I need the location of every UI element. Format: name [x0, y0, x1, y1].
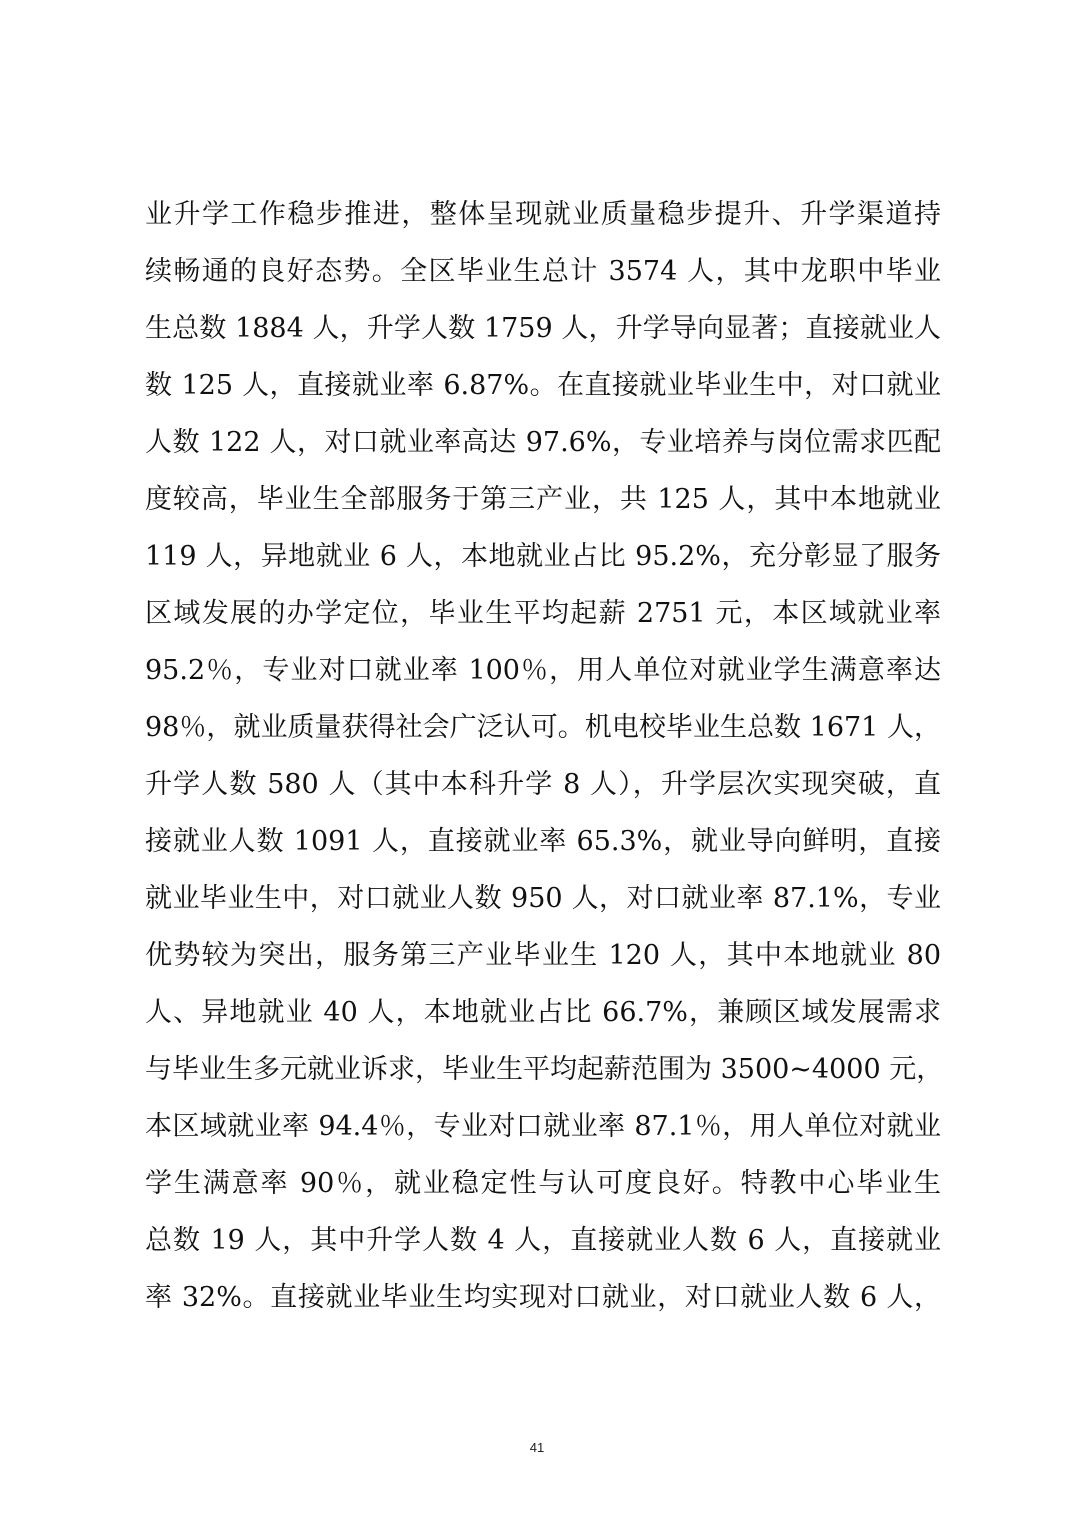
text-line: 与毕业生多元就业诉求，毕业生平均起薪范围为 3500~4000 元，	[145, 1054, 944, 1085]
body-paragraph	[145, 186, 944, 1326]
text-line: 升学人数 580 人（其中本科升学 8 人），升学层次实现突破，直	[145, 769, 941, 800]
text-line: 业升学工作稳步推进，整体呈现就业质量稳步提升、升学渠道持	[145, 199, 941, 230]
text-line: 优势较为突出，服务第三产业毕业生 120 人，其中本地就业 80	[145, 940, 941, 971]
text-line: 续畅通的良好态势。全区毕业生总计 3574 人，其中龙职中毕业	[145, 256, 941, 287]
text-line: 总数 19 人，其中升学人数 4 人，直接就业人数 6 人，直接就业	[145, 1225, 941, 1256]
text-line: 生总数 1884 人，升学人数 1759 人，升学导向显著；直接就业人	[145, 313, 941, 344]
text-line: 接就业人数 1091 人，直接就业率 65.3%，就业导向鲜明，直接	[145, 826, 941, 857]
text-line: 本区域就业率 94.4％，专业对口就业率 87.1％，用人单位对就业	[145, 1111, 941, 1142]
text-line: 人数 122 人，对口就业率高达 97.6%，专业培养与岗位需求匹配	[145, 427, 941, 458]
text-line: 率 32%。直接就业毕业生均实现对口就业，对口就业人数 6 人，	[145, 1282, 941, 1313]
text-line: 119 人，异地就业 6 人，本地就业占比 95.2%，充分彰显了服务	[145, 541, 941, 572]
page-number: 41	[529, 1440, 545, 1455]
text-line: 度较高，毕业生全部服务于第三产业，共 125 人，其中本地就业	[145, 484, 941, 515]
text-line: 区域发展的办学定位，毕业生平均起薪 2751 元，本区域就业率	[145, 598, 941, 629]
text-line: 95.2％，专业对口就业率 100％，用人单位对就业学生满意率达	[145, 655, 941, 686]
text-line: 数 125 人，直接就业率 6.87%。在直接就业毕业生中，对口就业	[145, 370, 941, 401]
text-line: 人、异地就业 40 人，本地就业占比 66.7%，兼顾区域发展需求	[145, 997, 941, 1028]
text-line: 98％，就业质量获得社会广泛认可。机电校毕业生总数 1671 人，	[145, 712, 941, 743]
text-line: 就业毕业生中，对口就业人数 950 人，对口就业率 87.1%，专业	[145, 883, 941, 914]
text-line: 学生满意率 90％，就业稳定性与认可度良好。特教中心毕业生	[145, 1168, 941, 1199]
